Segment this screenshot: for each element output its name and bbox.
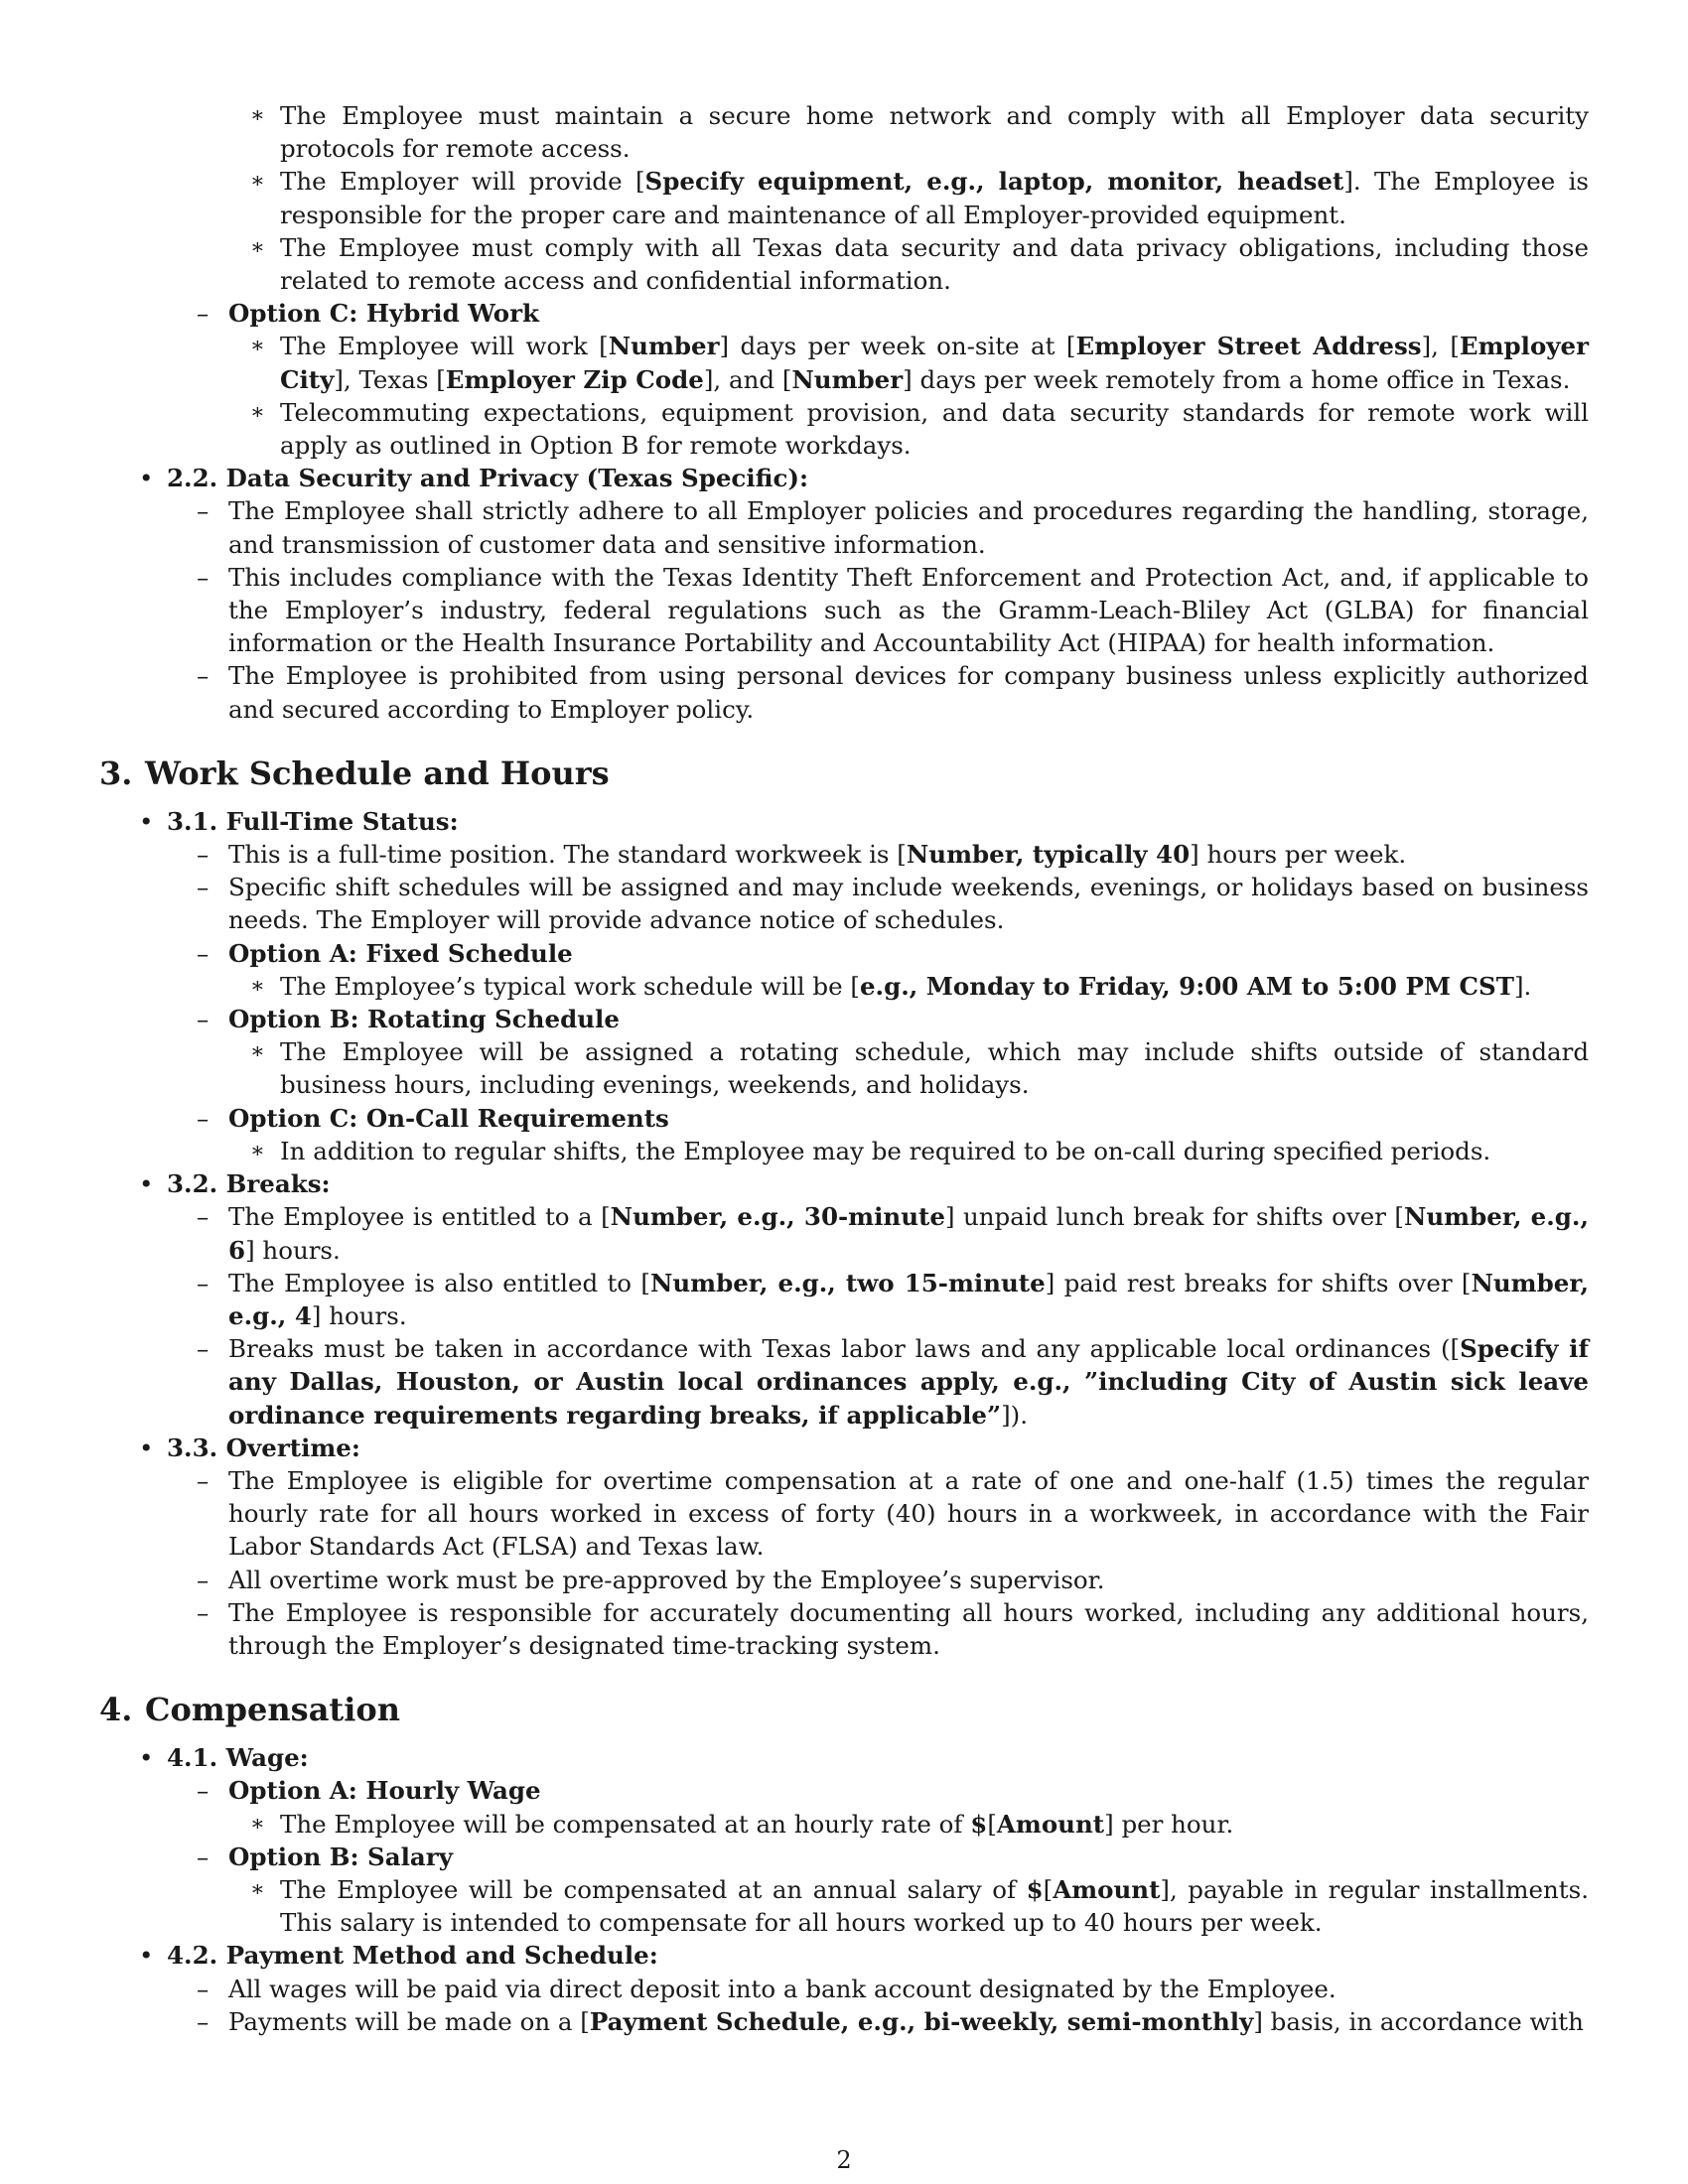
bullet-marker: • [139,1941,154,1971]
dash-marker: – [197,1268,210,1297]
option-heading: – Option C: On-Call Requirements [99,1102,1589,1135]
star-marker: ∗ [250,1876,265,1902]
subsection-heading: • 3.1. Full-Time Status: [99,805,1589,838]
list-item: ∗ The Employee must maintain a secure home network and comply with all Employer data security protocols for remote access. [250,101,1589,164]
bullet-marker: • [139,1743,154,1773]
dash-marker: – [197,1565,210,1594]
page-content [99,99,1589,2038]
subsection-heading: • 4.2. Payment Method and Schedule: [99,1939,1589,1972]
bullet-marker: • [139,806,154,836]
bullet-marker: • [139,464,154,493]
list-item: – This includes compliance with the Texas Identity Theft Enforcement and Protection Act, and, if applicable to the Employer’s industry, federal regulations such as the Gramm-Leach-Bliley Act (GLBA) for financial information or the Health Insurance Portability and Accountability Act (HIPAA) for health information. [197,562,1589,658]
list-item: – The Employee is responsible for accurately documenting all hours worked, including any additional hours, through the Employer’s designated time-tracking system. [197,1597,1589,1660]
dash-marker: – [197,1776,210,1806]
list-item: ∗ The Employee’s typical work schedule will be [e.g., Monday to Friday, 9:00 AM to 5:00 PM CST]. [99,970,1589,1003]
option-heading: – Option A: Hourly Wage [99,1774,1589,1807]
subsection-heading: • 3.2. Breaks: [99,1167,1589,1200]
dash-marker: – [197,1202,210,1232]
star-marker: ∗ [250,234,265,260]
list-item: ∗ The Employee will be compensated at an hourly rate of $[Amount] per hour. [99,1808,1589,1841]
dash-marker: – [197,1974,210,2003]
star-marker: ∗ [250,1138,265,1163]
dash-marker: – [197,1005,210,1034]
star-marker: ∗ [250,1811,265,1837]
option-heading: – Option B: Salary [99,1841,1589,1873]
list-item: ∗ The Employee will work [Number] days per week on-site at [Employer Street Address], [Employer City], Texas [Employer Zip Code], and [Number] days per week remotely from a home office in Texas. [250,332,1590,394]
dash-marker: – [197,562,210,592]
dash-marker: – [197,2006,210,2036]
dash-marker: – [197,1842,210,1871]
dash-marker: – [197,1465,210,1495]
list-item: – Specific shift schedules will be assigned and may include weekends, evenings, or holidays based on business needs. The Employer will provide advance notice of schedules. [197,873,1589,935]
list-item: – Breaks must be taken in accordance with Texas labor laws and any applicable local ordinances ([Specify if any Dallas, Houston, or Austin local ordinances apply, e.g., ”including City of Austin sick leave ordinance requirements regarding breaks, if applicable”]). [197,1334,1589,1430]
option-heading: – Option C: Hybrid Work [99,297,1589,330]
list-item: ∗ The Employee will be assigned a rotating schedule, which may include shifts outside of standard business hours, including evenings, weekends, and holidays. [250,1037,1589,1100]
dash-marker: – [197,1103,210,1133]
list-item: – This is a full-time position. The standard workweek is [Number, typically 40] hours per week. [99,838,1589,871]
list-item: ∗ The Employer will provide [Specify equipment, e.g., laptop, monitor, headset]. The Employee is responsible for the proper care and maintenance of all Employer-provided equipment. [250,167,1589,229]
dash-marker: – [197,661,210,691]
section-heading: 4. Compensation [99,1691,400,1729]
subsection-heading: • 4.1. Wage: [99,1741,1589,1774]
subsection-heading: • 2.2. Data Security and Privacy (Texas Specific): [99,462,1589,494]
list-item: ∗ The Employee must comply with all Texas data security and data privacy obligations, including those related to remote access and confidential information. [250,232,1589,296]
list-item: ∗ In addition to regular shifts, the Employee may be required to be on-call during specified periods. [99,1135,1589,1167]
page-number: 2 [836,2146,852,2174]
star-marker: ∗ [250,973,265,999]
star-marker: ∗ [250,399,265,425]
subsection-heading: • 3.3. Overtime: [99,1432,1589,1464]
bullet-marker: • [139,1433,154,1462]
star-marker: ∗ [250,169,265,195]
list-item: – All wages will be paid via direct deposit into a bank account designated by the Employee. [99,1973,1589,2005]
option-heading: – Option A: Fixed Schedule [99,937,1589,970]
list-item: – The Employee shall strictly adhere to all Employer policies and procedures regarding the handling, storage, and transmission of customer data and sensitive information. [197,496,1589,559]
list-item: – All overtime work must be pre-approved by the Employee’s supervisor. [99,1564,1589,1596]
star-marker: ∗ [250,334,265,359]
dash-marker: – [197,873,210,902]
star-marker: ∗ [250,1039,265,1065]
list-item: ∗ The Employee will be compensated at an annual salary of $[Amount], payable in regular installments. This salary is intended to compensate for all hours worked up to 40 hours per week. [250,1874,1589,1938]
dash-marker: – [197,938,210,968]
list-item: – The Employee is eligible for overtime compensation at a rate of one and one-half (1.5) times the regular hourly rate for all hours worked in excess of forty (40) hours in a workweek, in accordance with the Fair Labor Standards Act (FLSA) and Texas law. [197,1465,1589,1562]
dash-marker: – [197,840,210,870]
list-item: – The Employee is prohibited from using personal devices for company business unless explicitly authorized and secured according to Employer policy. [197,661,1589,724]
dash-marker: – [197,496,210,526]
list-item: – The Employee is also entitled to [Number, e.g., two 15-minute] paid rest breaks for shifts over [Number, e.g., 4] hours. [197,1268,1589,1330]
list-item: – The Employee is entitled to a [Number, e.g., 30-minute] unpaid lunch break for shifts over [Number, e.g., 6] hours. [197,1202,1589,1265]
list-item: – Payments will be made on a [Payment Schedule, e.g., bi-weekly, semi-monthly] basis, in accordance with [99,2005,1589,2038]
list-item: ∗ Telecommuting expectations, equipment provision, and data security standards for remote work will apply as outlined in Option B for remote workdays. [250,397,1589,461]
bullet-marker: • [139,1169,154,1199]
dash-marker: – [197,1597,210,1627]
dash-marker: – [197,299,210,329]
star-marker: ∗ [250,103,265,128]
dash-marker: – [197,1334,210,1364]
section-heading: 3. Work Schedule and Hours [99,753,610,792]
option-heading: – Option B: Rotating Schedule [99,1003,1589,1035]
